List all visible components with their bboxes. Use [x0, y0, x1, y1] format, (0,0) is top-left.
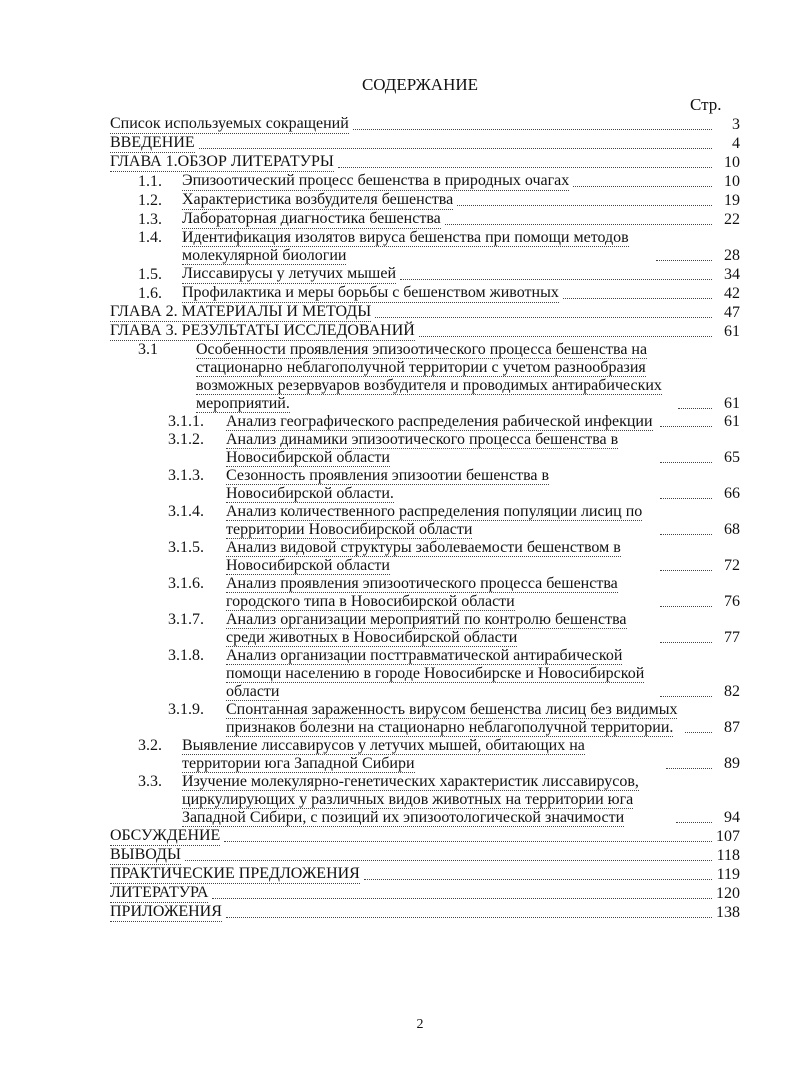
toc-entry-1-5[interactable]: 1.5. Лиссавирусы у летучих мышей 34 [138, 265, 740, 283]
toc-entry-3-3[interactable]: 3.3. Изучение молекулярно-генетических характеристик лиссавирусов, циркулирующих у различных видов животных на территории юга Западной Сибири, с позиций их эпизоотологической значимости 94 [138, 773, 740, 826]
toc-entry-abbreviations[interactable]: Список используемых сокращений 3 [110, 115, 740, 133]
toc-entry-3-1-2[interactable]: 3.1.2. Анализ динамики эпизоотического процесса бешенства в Новосибирской области 65 [168, 431, 740, 466]
toc-entry-3-1-8[interactable]: 3.1.8. Анализ организации посттравматической антирабической помощи населению в городе Новосибирске и Новосибирской области 82 [168, 647, 740, 700]
table-of-contents [110, 115, 740, 922]
toc-entry-literature[interactable]: ЛИТЕРАТУРА 120 [110, 884, 740, 902]
toc-entry-discussion[interactable]: ОБСУЖДЕНИЕ 107 [110, 827, 740, 845]
toc-entry-1-6[interactable]: 1.6. Профилактика и меры борьбы с бешенством животных 42 [138, 284, 740, 302]
toc-entry-chapter-3[interactable]: ГЛАВА 3. РЕЗУЛЬТАТЫ ИССЛЕДОВАНИЙ 61 [110, 322, 740, 340]
toc-title: СОДЕРЖАНИЕ [361, 75, 479, 94]
toc-entry-chapter-2[interactable]: ГЛАВА 2. МАТЕРИАЛЫ И МЕТОДЫ 47 [110, 303, 740, 321]
toc-entry-chapter-1[interactable]: ГЛАВА 1.ОБЗОР ЛИТЕРАТУРЫ 10 [110, 153, 740, 171]
toc-entry-3-1-9[interactable]: 3.1.9. Спонтанная зараженность вирусом бешенства лисиц без видимых признаков болезни на стационарно неблагополучной территории. 87 [168, 701, 740, 736]
toc-entry-3-1-6[interactable]: 3.1.6. Анализ проявления эпизоотического процесса бешенства городского типа в Новосибирской области 76 [168, 575, 740, 610]
toc-entry-practical-proposals[interactable]: ПРАКТИЧЕСКИЕ ПРЕДЛОЖЕНИЯ 119 [110, 865, 740, 883]
toc-entry-3-1-1[interactable]: 3.1.1. Анализ географического распределения рабической инфекции 61 [168, 413, 740, 430]
toc-entry-introduction[interactable]: ВВЕДЕНИЕ 4 [110, 134, 740, 152]
toc-entry-3-2[interactable]: 3.2. Выявление лиссавирусов у летучих мышей, обитающих на территории юга Западной Сибири 89 [138, 737, 740, 772]
toc-entry-conclusions[interactable]: ВЫВОДЫ 118 [110, 846, 740, 864]
toc-entry-3-1-5[interactable]: 3.1.5. Анализ видовой структуры заболеваемости бешенством в Новосибирской области 72 [168, 539, 740, 574]
toc-entry-1-3[interactable]: 1.3. Лабораторная диагностика бешенства 22 [138, 210, 740, 228]
page-number: 2 [416, 1017, 424, 1032]
toc-entry-3-1-4[interactable]: 3.1.4. Анализ количественного распределения популяции лисиц по территории Новосибирской области 68 [168, 503, 740, 538]
toc-entry-3-1-7[interactable]: 3.1.7. Анализ организации мероприятий по контролю бешенства среди животных в Новосибирской области 77 [168, 611, 740, 646]
toc-entry-appendices[interactable]: ПРИЛОЖЕНИЯ 138 [110, 903, 740, 921]
page-column-label: Стр. [690, 95, 722, 114]
toc-entry-1-4[interactable]: 1.4. Идентификация изолятов вируса бешенства при помощи методов молекулярной биологии 28 [138, 229, 740, 264]
toc-entry-3-1[interactable]: 3.1 Особенности проявления эпизоотического процесса бешенства на стационарно неблагополучной территории с учетом разнообразия возможных резервуаров возбудителя и проводимых антирабических мероприятий. 61 [138, 341, 740, 412]
toc-entry-1-2[interactable]: 1.2. Характеристика возбудителя бешенства 19 [138, 191, 740, 209]
toc-entry-1-1[interactable]: 1.1. Эпизоотический процесс бешенства в природных очагах 10 [138, 172, 740, 190]
toc-entry-3-1-3[interactable]: 3.1.3. Сезонность проявления эпизоотии бешенства в Новосибирской области. 66 [168, 467, 740, 502]
